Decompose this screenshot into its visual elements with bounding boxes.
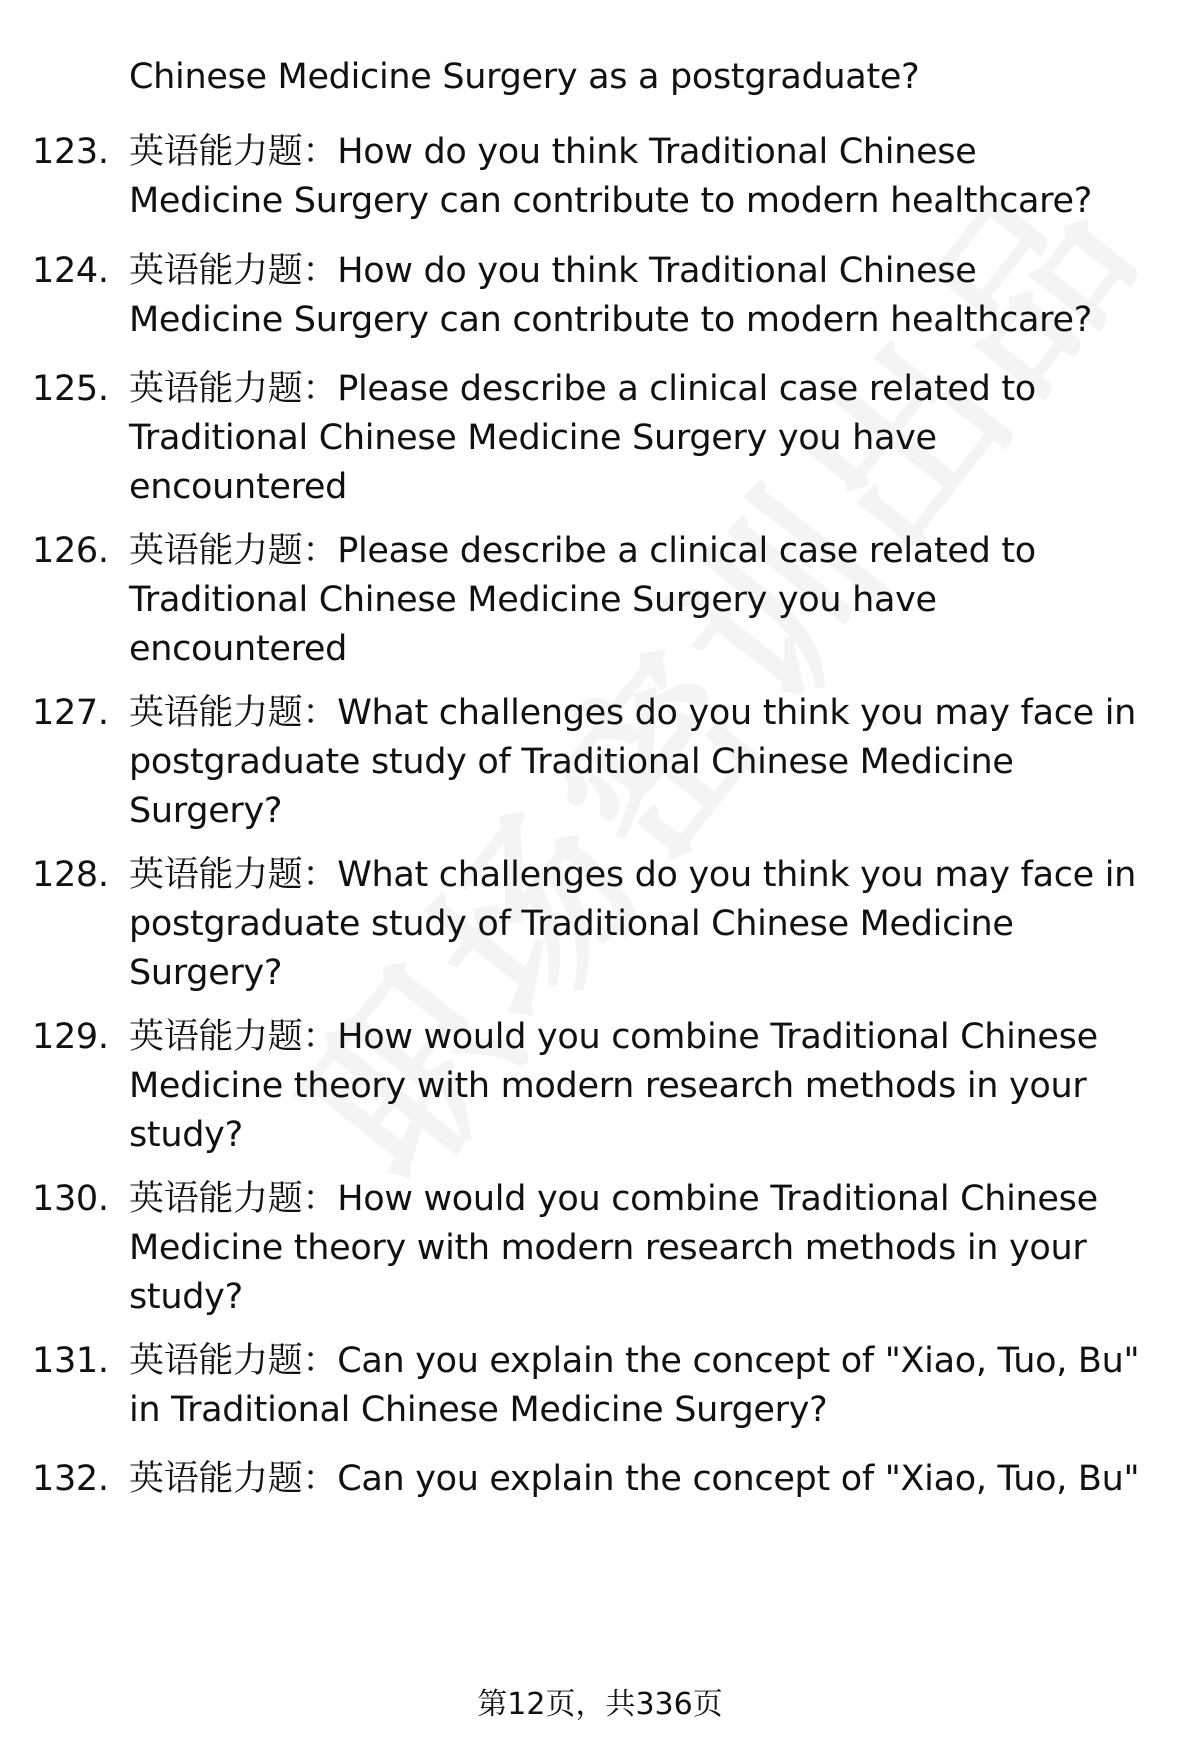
question-123 <box>32 128 1172 226</box>
question-124 <box>32 247 1172 345</box>
question-number: 123. <box>32 132 109 172</box>
question-text: 英语能力题：How do you think Traditional Chinese Medicine Surgery can contribute to modern healthcare? <box>129 132 1093 221</box>
question-128 <box>32 851 1172 998</box>
question-text: 英语能力题：What challenges do you think you may face in postgraduate study of Traditional Chinese Medicine Surgery? <box>129 855 1137 993</box>
question-132 <box>32 1455 1172 1504</box>
question-number: 128. <box>32 855 109 895</box>
question-text: 英语能力题：How would you combine Traditional Chinese Medicine theory with modern research methods in your study? <box>129 1017 1098 1155</box>
question-number: 125. <box>32 369 109 409</box>
question-129 <box>32 1013 1172 1160</box>
question-text: Chinese Medicine Surgery as a postgraduate? <box>129 57 920 97</box>
question-126 <box>32 527 1172 674</box>
question-text: 英语能力题：Can you explain the concept of "Xiao, Tuo, Bu" <box>129 1459 1140 1499</box>
question-continuation <box>32 53 1172 102</box>
question-125 <box>32 365 1172 512</box>
question-131 <box>32 1337 1172 1435</box>
question-text: 英语能力题：How would you combine Traditional Chinese Medicine theory with modern research methods in your study? <box>129 1179 1098 1317</box>
question-number: 124. <box>32 251 109 291</box>
question-number: 126. <box>32 531 109 571</box>
question-text: 英语能力题：Please describe a clinical case related to Traditional Chinese Medicine Surgery you have encountered <box>129 531 1036 669</box>
question-text: 英语能力题：Can you explain the concept of "Xiao, Tuo, Bu" in Traditional Chinese Medicine Surgery? <box>129 1341 1140 1430</box>
question-127 <box>32 689 1172 836</box>
question-number: 127. <box>32 693 109 733</box>
question-text: 英语能力题：What challenges do you think you may face in postgraduate study of Traditional Chinese Medicine Surgery? <box>129 693 1137 831</box>
question-130 <box>32 1175 1172 1322</box>
question-number: 129. <box>32 1017 109 1057</box>
question-number: 132. <box>32 1459 109 1499</box>
page-footer: 第12页，共336页 <box>477 1687 723 1722</box>
question-text: 英语能力题：Please describe a clinical case related to Traditional Chinese Medicine Surgery you have encountered <box>129 369 1036 507</box>
question-text: 英语能力题：How do you think Traditional Chinese Medicine Surgery can contribute to modern healthcare? <box>129 251 1093 340</box>
question-number: 131. <box>32 1341 109 1381</box>
question-number: 130. <box>32 1179 109 1219</box>
